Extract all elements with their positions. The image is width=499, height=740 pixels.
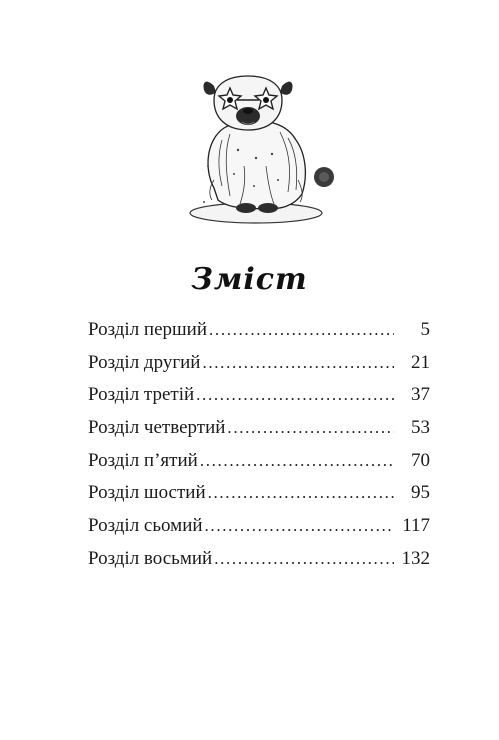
toc-entry-label: Розділ шостий [88,482,206,504]
toc-leader-dots [214,543,394,576]
toc-entry [88,445,430,478]
toc-leader-dots [205,510,394,543]
contents-title: Зміст [191,262,308,297]
toc-leader-dots [200,445,394,478]
toc-entry-page: 95 [411,482,430,504]
toc-entry [88,543,430,576]
toc-entry-label: Розділ п’ятий [88,449,198,471]
toc-entry-page: 117 [402,515,430,537]
toc-entry-label: Розділ другий [88,351,201,373]
toc-entry-label: Розділ перший [88,319,208,340]
toc-entry [88,347,430,380]
toc-entry-page: 37 [411,384,430,406]
toc-entry [88,412,430,445]
toc-entry [88,510,430,543]
toc-entry-page: 132 [401,547,430,569]
toc-leader-dots [196,379,394,412]
toc-entry [88,379,430,412]
toc-entry-label: Розділ третій [88,384,195,406]
toc-leader-dots [208,477,394,510]
toc-leader-dots [209,314,394,347]
toc-entry-label: Розділ сьомий [88,515,203,537]
table-of-contents [88,314,430,576]
toc-entry-page: 21 [411,351,430,373]
pug-illustration [184,70,344,225]
toc-entry-label: Розділ четвертий [88,417,226,439]
toc-entry-label: Розділ восьмий [88,547,213,569]
toc-leader-dots [227,412,394,445]
toc-entry-page: 5 [420,319,430,340]
toc-entry-page: 53 [411,417,430,439]
toc-entry-page: 70 [411,449,430,471]
toc-entry [88,477,430,510]
toc-entry [88,314,430,347]
toc-leader-dots [202,347,394,380]
